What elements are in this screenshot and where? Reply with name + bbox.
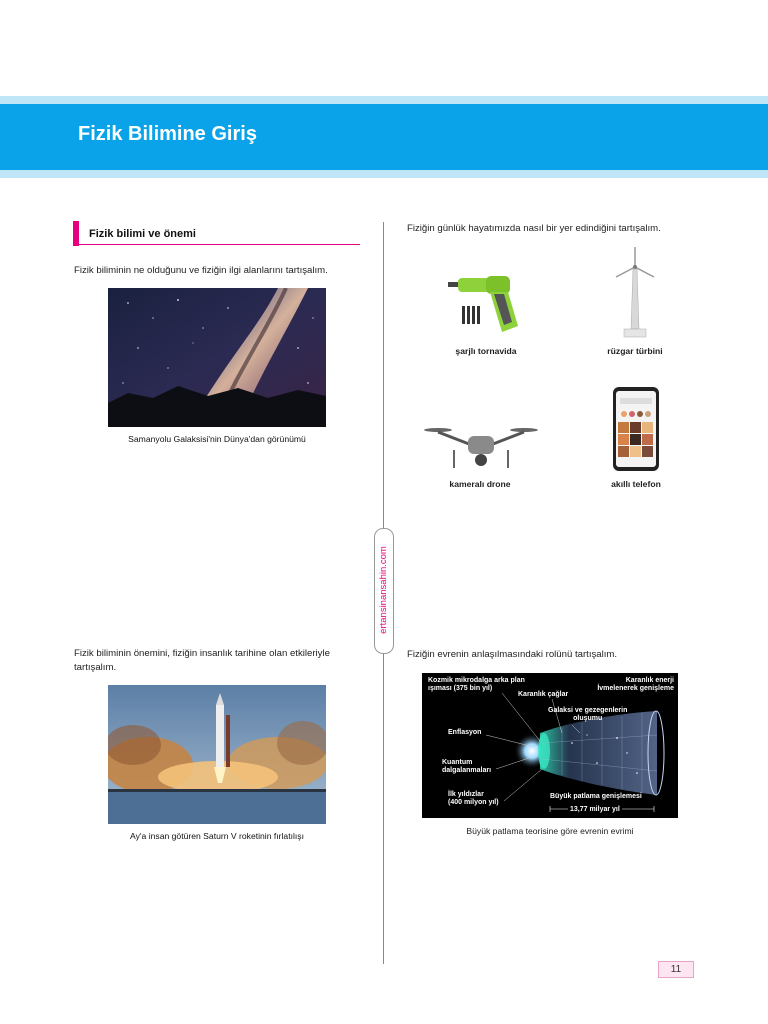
drone-label: kameralı drone <box>449 479 511 489</box>
smartphone-image <box>612 386 660 472</box>
diagram-label-dark-ages: Karanlık çağlar <box>518 691 569 698</box>
milky-way-photo <box>108 288 326 427</box>
rocket-launch-photo <box>108 685 326 824</box>
rocket-caption: Ay'a insan götüren Saturn V roketinin fırlatılışı <box>130 831 304 841</box>
header-band-top <box>0 96 768 104</box>
left-prompt-2-line-1: Fizik biliminin önemini, fiziğin insanlık tarihine olan etkileriyle <box>74 648 330 659</box>
header-band-bottom <box>0 170 768 178</box>
diagram-label-expansion: Büyük patlama genişlemesi <box>550 793 642 800</box>
screwdriver-image <box>446 270 526 340</box>
big-bang-caption: Büyük patlama teorisine göre evrenin evrimi <box>466 826 634 836</box>
left-prompt-1: Fizik biliminin ne olduğunu ve fiziğin ilgi alanlarını tartışalım. <box>74 265 328 276</box>
section-underline <box>79 244 360 245</box>
right-prompt-2: Fiziğin evrenin anlaşılmasındaki rolünü tartışalım. <box>407 649 618 660</box>
diagram-label-cmb-2: ışıması (375 bin yıl) <box>428 685 493 692</box>
column-divider-bottom <box>383 654 384 964</box>
smartphone-label: akıllı telefon <box>611 479 661 489</box>
left-prompt-2-line-2: tartışalım. <box>74 662 117 673</box>
column-divider-top <box>383 222 384 530</box>
diagram-label-galaxies-2: oluşumu <box>573 715 603 722</box>
diagram-label-dark-energy-2: İvmelenerek genişleme <box>597 685 674 692</box>
section-marker <box>73 221 79 246</box>
diagram-label-dark-energy-1: Karanlık enerji <box>625 677 674 684</box>
sidebar-url-text[interactable]: ertansinansahin.com <box>378 546 389 634</box>
diagram-label-galaxies-1: Galaksi ve gezegenlerin <box>548 707 628 714</box>
diagram-label-age: 13,77 milyar yıl <box>570 806 620 813</box>
big-bang-diagram <box>422 673 678 818</box>
wind-turbine-image <box>610 245 660 341</box>
right-prompt-1: Fiziğin günlük hayatımızda nasıl bir yer edindiğini tartışalım. <box>407 223 661 234</box>
section-title: Fizik bilimi ve önemi <box>89 228 196 240</box>
diagram-label-quantum-1: Kuantum <box>442 759 473 766</box>
milky-way-caption: Samanyolu Galaksisi'nin Dünya'dan görünümü <box>128 434 306 444</box>
diagram-label-first-stars-2: (400 milyon yıl) <box>448 799 499 806</box>
wind-turbine-label: rüzgar türbini <box>607 346 663 356</box>
diagram-label-cmb-1: Kozmik mikrodalga arka plan <box>428 677 525 684</box>
page-number: 11 <box>658 961 694 978</box>
diagram-label-first-stars-1: İlk yıldızlar <box>448 791 484 798</box>
diagram-label-inflation: Enflasyon <box>448 729 482 736</box>
sidebar-url[interactable] <box>369 532 397 648</box>
screwdriver-label: şarjlı tornavida <box>455 346 517 356</box>
drone-image <box>424 420 538 472</box>
page-title: Fizik Bilimine Giriş <box>78 123 257 145</box>
diagram-label-quantum-2: dalgalanmaları <box>442 767 492 774</box>
